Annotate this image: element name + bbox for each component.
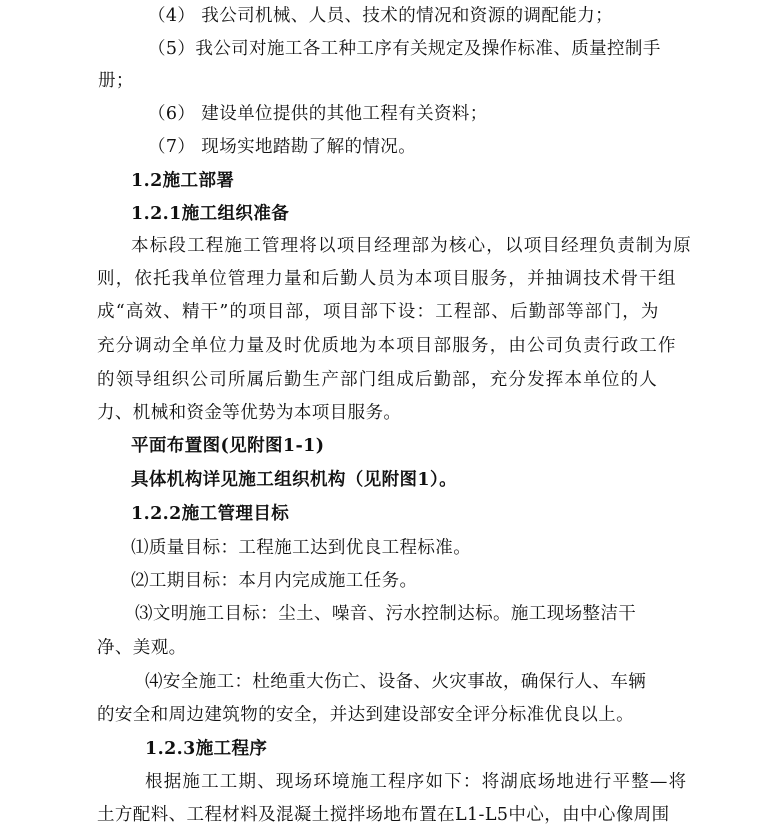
paragraph-line: 成“高效、精干”的项目部，项目部下设：工程部、后勤部等部门，为 xyxy=(97,302,660,322)
paragraph-line: 土方配料、工程材料及混凝土搅拌场地布置在L1-L5中心，由中心像周围 xyxy=(97,805,670,825)
paragraph-line: 根据施工工期、现场环境施工程序如下：将湖底场地进行平整—将 xyxy=(145,772,688,792)
paragraph-line: 则，依托我单位管理力量和后勤人员为本项目服务，并抽调技术骨干组 xyxy=(97,269,677,289)
section-heading-1-2-3: 1.2.3施工程序 xyxy=(145,739,268,759)
list-item-6: （6） 建设单位提供的其他工程有关资料； xyxy=(148,104,488,124)
goal-civilized-construction-continued: 净、美观。 xyxy=(97,638,187,658)
organization-reference: 具体机构详见施工组织机构（见附图1）。 xyxy=(131,470,458,490)
list-item-5: （5）我公司对施工各工种工序有关规定及操作标准、质量控制手 xyxy=(148,39,661,59)
goal-safety: ⑷安全施工：杜绝重大伤亡、设备、火灾事故，确保行人、车辆 xyxy=(145,672,647,692)
paragraph-line: 本标段工程施工管理将以项目经理部为核心，以项目经理负责制为原 xyxy=(131,236,692,256)
goal-safety-continued: 的安全和周边建筑物的安全，并达到建设部安全评分标准优良以上。 xyxy=(97,705,634,725)
goal-schedule: ⑵工期目标：本月内完成施工任务。 xyxy=(131,571,418,591)
paragraph-line: 力、机械和资金等优势为本项目服务。 xyxy=(97,403,402,423)
paragraph-line: 的领导组织公司所属后勤生产部门组成后勤部，充分发挥本单位的人 xyxy=(97,370,658,390)
paragraph-line: 充分调动全单位力量及时优质地为本项目部服务，由公司负责行政工作 xyxy=(97,336,677,356)
list-item-5-continued: 册； xyxy=(98,71,134,91)
goal-civilized-construction: ⑶文明施工目标：尘土、噪音、污水控制达标。施工现场整洁干 xyxy=(135,604,637,624)
layout-plan-reference: 平面布置图(见附图1-1) xyxy=(131,436,325,456)
goal-quality: ⑴质量目标：工程施工达到优良工程标准。 xyxy=(131,538,472,558)
section-heading-1-2-2: 1.2.2施工管理目标 xyxy=(131,504,290,524)
section-heading-1-2: 1.2施工部署 xyxy=(131,171,235,191)
section-heading-1-2-1: 1.2.1施工组织准备 xyxy=(131,204,290,224)
list-item-4: （4） 我公司机械、人员、技术的情况和资源的调配能力； xyxy=(148,6,613,26)
list-item-7: （7） 现场实地踏勘了解的情况。 xyxy=(148,137,417,157)
